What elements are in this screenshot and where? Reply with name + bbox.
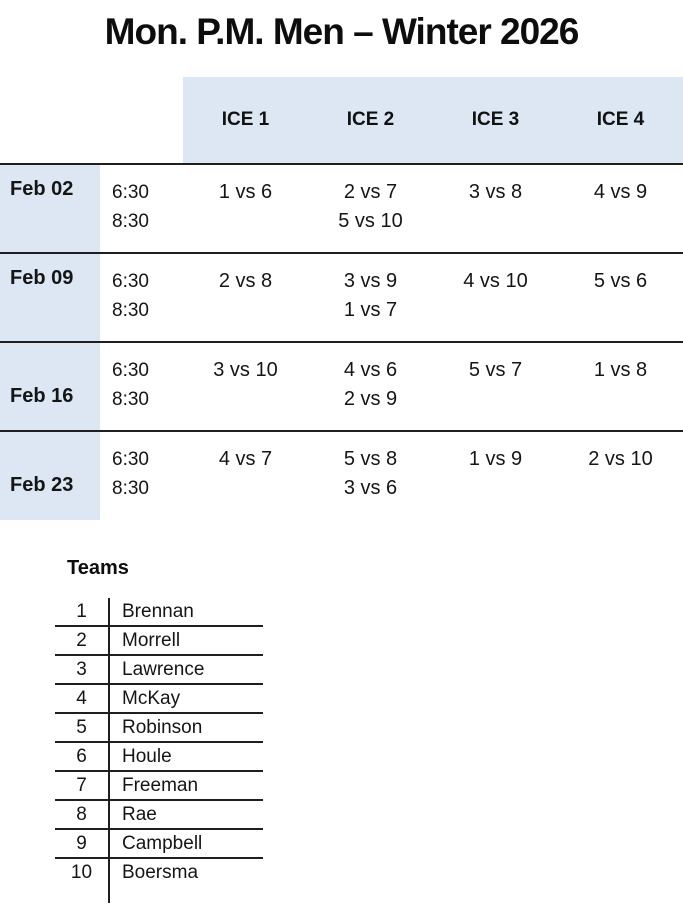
team-row: [55, 801, 263, 830]
matchup: 1 vs 6: [218, 181, 273, 203]
matchup: 5 vs 7: [468, 359, 523, 381]
team-number: 8: [76, 804, 87, 825]
ice2-cell: [308, 343, 433, 430]
matchup: 4 vs 6: [343, 359, 398, 381]
page-title: Mon. P.M. Men – Winter 2026: [104, 11, 579, 52]
team-number: 4: [76, 688, 87, 709]
ice1-cell: [183, 254, 308, 341]
teams-table: [55, 598, 263, 903]
matchup: [558, 474, 683, 503]
time-cell: [100, 432, 183, 520]
matchup: [183, 474, 308, 503]
matchup: 5 vs 10: [338, 210, 403, 232]
date-cell: Feb 16: [0, 343, 100, 430]
header-spacer: [0, 77, 183, 163]
time-cell: [100, 254, 183, 341]
team-name: Campbell: [108, 830, 263, 857]
time-slot: 6:30: [112, 449, 149, 470]
ice1-cell: [183, 343, 308, 430]
team-number: 1: [76, 601, 87, 622]
matchup: 4 vs 7: [218, 448, 273, 470]
ice4-cell: [558, 165, 683, 252]
time-cell: [100, 165, 183, 252]
team-row: [55, 743, 263, 772]
date-cell: Feb 09: [0, 254, 100, 341]
team-row: [55, 830, 263, 859]
ice-column-header: ICE 3: [471, 109, 520, 130]
matchup: 1 vs 7: [343, 299, 398, 321]
ice-column-header: ICE 1: [221, 109, 270, 130]
ice4-cell: [558, 343, 683, 430]
ice2-cell: [308, 432, 433, 520]
schedule-row: [0, 254, 683, 343]
ice3-cell: [433, 432, 558, 520]
matchup: [183, 385, 308, 414]
matchup: [558, 296, 683, 325]
ice4-cell: [558, 254, 683, 341]
matchup: 3 vs 10: [213, 359, 278, 381]
ice2-cell: [308, 254, 433, 341]
team-number: 9: [76, 833, 87, 854]
ice3-cell: [433, 254, 558, 341]
ice-column-header: ICE 4: [596, 109, 645, 130]
time-slot: 8:30: [112, 389, 149, 410]
matchup: 2 vs 9: [343, 388, 398, 410]
schedule-row: [0, 165, 683, 254]
matchup-cells: [183, 165, 683, 252]
ice2-cell: [308, 165, 433, 252]
team-name: Brennan: [108, 598, 263, 625]
team-number: 5: [76, 717, 87, 738]
matchup: 5 vs 8: [343, 448, 398, 470]
matchup: 2 vs 8: [218, 270, 273, 292]
matchup: [433, 474, 558, 503]
ice-column-header: ICE 2: [346, 109, 395, 130]
matchup-cells: [183, 254, 683, 341]
time-slot: 6:30: [112, 271, 149, 292]
matchup: [183, 207, 308, 236]
matchup: 3 vs 8: [468, 181, 523, 203]
time-slot: 8:30: [112, 211, 149, 232]
schedule-header-row: [0, 77, 683, 165]
time-slot: 6:30: [112, 360, 149, 381]
matchup: 4 vs 10: [463, 270, 528, 292]
team-number: 2: [76, 630, 87, 651]
team-row: [55, 859, 263, 903]
ice3-cell: [433, 343, 558, 430]
ice-header-band: [183, 77, 683, 163]
matchup: [558, 207, 683, 236]
team-number: 6: [76, 746, 87, 767]
team-name: Boersma: [108, 859, 263, 903]
matchup: 2 vs 10: [588, 448, 653, 470]
team-number: 3: [76, 659, 87, 680]
ice4-cell: [558, 432, 683, 520]
matchup: 1 vs 8: [593, 359, 648, 381]
team-number: 10: [70, 862, 93, 883]
matchup: 5 vs 6: [593, 270, 648, 292]
team-name: Rae: [108, 801, 263, 828]
matchup: 4 vs 9: [593, 181, 648, 203]
team-row: [55, 627, 263, 656]
matchup: 3 vs 9: [343, 270, 398, 292]
matchup: 3 vs 6: [343, 477, 398, 499]
teams-section: [55, 556, 263, 903]
team-name: Robinson: [108, 714, 263, 741]
team-row: [55, 598, 263, 627]
date-cell: Feb 02: [0, 165, 100, 252]
team-name: Freeman: [108, 772, 263, 799]
date-cell: Feb 23: [0, 432, 100, 520]
time-slot: 8:30: [112, 300, 149, 321]
matchup: 2 vs 7: [343, 181, 398, 203]
matchup: [433, 296, 558, 325]
ice1-cell: [183, 432, 308, 520]
matchup: [558, 385, 683, 414]
time-slot: 6:30: [112, 182, 149, 203]
team-name: Houle: [108, 743, 263, 770]
ice3-cell: [433, 165, 558, 252]
matchup: 1 vs 9: [468, 448, 523, 470]
team-name: Morrell: [108, 627, 263, 654]
team-name: McKay: [108, 685, 263, 712]
team-row: [55, 656, 263, 685]
matchup: [433, 207, 558, 236]
team-name: Lawrence: [108, 656, 263, 683]
matchup-cells: [183, 432, 683, 520]
matchup: [433, 385, 558, 414]
schedule-row: [0, 343, 683, 432]
teams-heading: Teams: [67, 557, 129, 579]
matchup-cells: [183, 343, 683, 430]
team-row: [55, 772, 263, 801]
team-row: [55, 714, 263, 743]
team-row: [55, 685, 263, 714]
schedule-row: [0, 432, 683, 520]
time-cell: [100, 343, 183, 430]
ice1-cell: [183, 165, 308, 252]
matchup: [183, 296, 308, 325]
team-number: 7: [76, 775, 87, 796]
time-slot: 8:30: [112, 478, 149, 499]
